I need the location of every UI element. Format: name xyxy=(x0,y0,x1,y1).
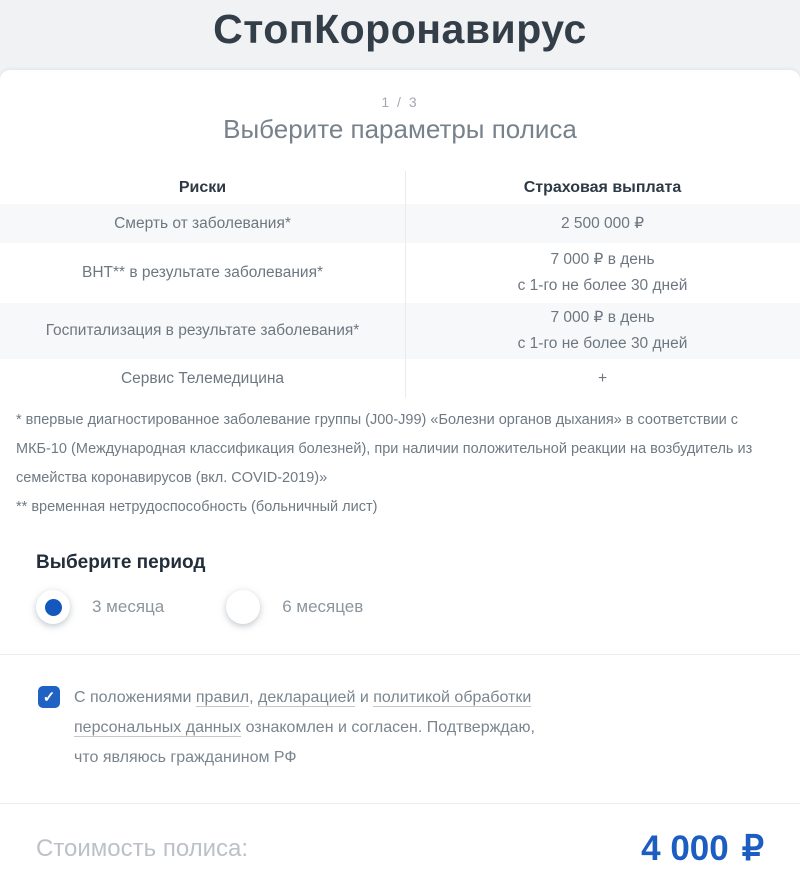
table-row xyxy=(0,243,800,303)
consent-text-segment: , xyxy=(249,689,258,706)
personal-data-policy-link[interactable]: политикой обработки персональных данных xyxy=(74,689,532,736)
table-column-divider xyxy=(405,171,406,398)
radio-circle[interactable] xyxy=(36,590,70,624)
table-header-payout: Страховая выплата xyxy=(523,178,682,196)
consent-text-segment: и xyxy=(355,689,374,706)
radio-label[interactable]: 6 месяцев xyxy=(282,597,364,616)
page-header xyxy=(0,0,800,70)
page-title: СтопКоронавирус xyxy=(213,6,587,52)
consent-text-segment: С положениями xyxy=(74,689,196,706)
declaration-link[interactable]: декларацией xyxy=(258,689,356,706)
checkmark-icon: ✓ xyxy=(42,688,56,706)
risk-name: Госпитализация в результате заболевания* xyxy=(45,322,360,339)
price-currency: ₽ xyxy=(741,829,764,868)
footnote-1: * впервые диагностированное заболевание группы (J00-J99) «Болезни органов дыхания» в соответствии с МКБ-10 (Международная классификация болезней), при наличии положительной реакции на возбудитель из семейства коронавирусов (вкл. COVID-2019)» xyxy=(16,412,753,486)
consent-text xyxy=(74,683,552,773)
risk-payout: + xyxy=(597,369,608,387)
radio-label[interactable]: 3 месяца xyxy=(92,597,165,616)
period-option-3-months[interactable] xyxy=(36,590,164,624)
step-indicator: 1 / 3 xyxy=(381,94,419,110)
risk-name: Сервис Телемедицина xyxy=(120,369,285,387)
consent-checkbox[interactable] xyxy=(38,686,60,708)
consent-text-segment: ознакомлен и согласен. Подтверждаю, что являюсь гражданином РФ xyxy=(74,719,535,766)
risk-payout xyxy=(405,305,800,357)
radio-circle[interactable] xyxy=(226,590,260,624)
policy-card xyxy=(0,70,800,894)
payout-line-2: с 1-го не более 30 дней xyxy=(517,277,688,294)
price-footer xyxy=(0,804,800,894)
period-section xyxy=(0,522,800,624)
table-row xyxy=(0,359,800,398)
risk-name: Смерть от заболевания* xyxy=(114,214,291,232)
wizard-heading: Выберите параметры полиса xyxy=(223,114,577,144)
policy-price xyxy=(641,829,764,869)
period-option-6-months[interactable] xyxy=(226,590,363,624)
payout-line-1: 7 000 ₽ в день xyxy=(550,309,655,326)
table-header-row xyxy=(0,171,800,204)
risk-payout: 2 500 000 ₽ xyxy=(560,215,645,232)
consent-section xyxy=(0,655,800,797)
table-row xyxy=(0,303,800,359)
rules-link[interactable]: правил xyxy=(195,689,250,706)
period-heading: Выберите период xyxy=(36,552,206,573)
risk-payout xyxy=(405,247,800,299)
risk-table xyxy=(0,171,800,398)
radio-dot xyxy=(235,599,252,616)
price-label: Стоимость полиса: xyxy=(36,835,249,862)
period-options xyxy=(36,590,764,624)
price-value: 4 000 xyxy=(641,829,729,868)
table-header-risks: Риски xyxy=(178,178,227,196)
radio-dot xyxy=(45,599,62,616)
risk-name: ВНТ** в результате заболевания* xyxy=(82,264,323,281)
footnotes xyxy=(0,398,800,522)
table-row xyxy=(0,204,800,243)
footnote-2: ** временная нетрудоспособность (больничный лист) xyxy=(16,499,378,515)
payout-line-2: с 1-го не более 30 дней xyxy=(517,335,688,352)
payout-line-1: 7 000 ₽ в день xyxy=(550,251,655,268)
